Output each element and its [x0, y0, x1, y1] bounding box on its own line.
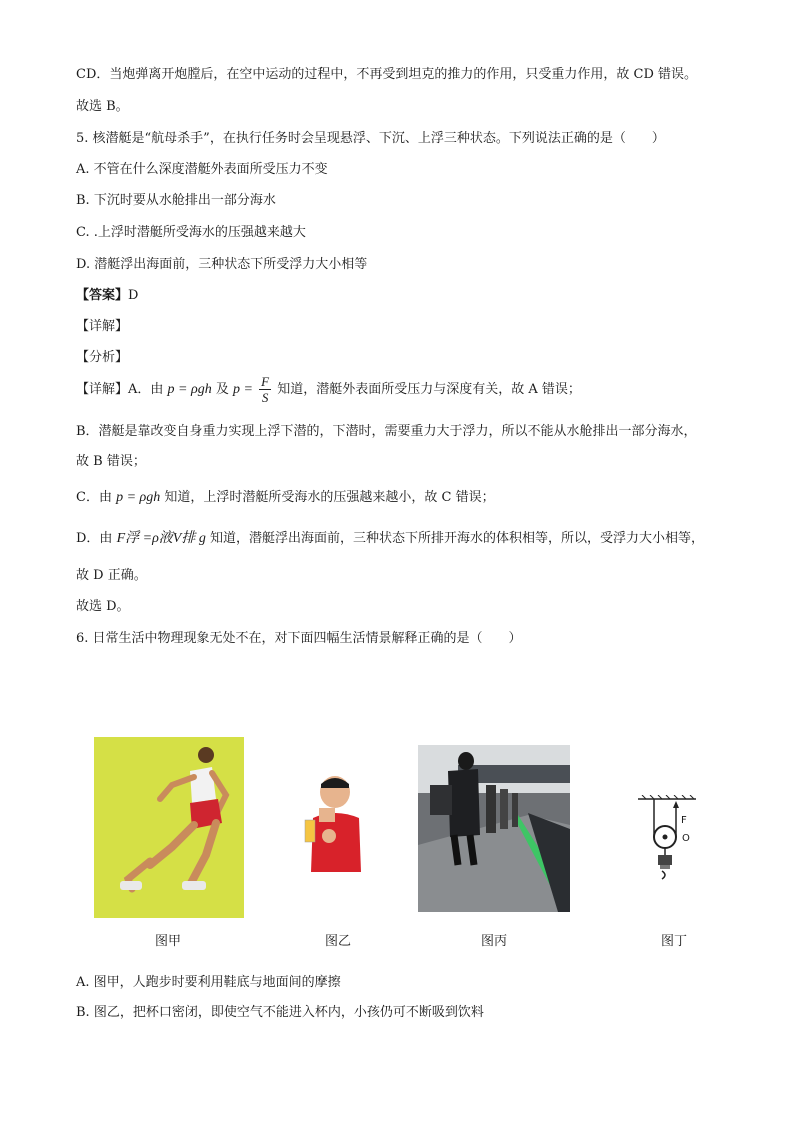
detail-a-mid: 及: [215, 382, 229, 397]
option-5b: B. 下沉时要从水舱排出一部分海水: [76, 193, 276, 208]
formula-pressure-c: p = ρgh: [116, 490, 161, 505]
question-6: 6. 日常生活中物理现象无处不在，对下面四幅生活情景解释正确的是（ ）: [76, 631, 522, 646]
detail-c-post: 知道，上浮时潜艇所受海水的压强越来越小，故 C 错误；: [164, 490, 495, 505]
formula-fraction: [259, 374, 271, 405]
detail-line-b: B．潜艇是靠改变自身重力实现上浮下潜的，下潜时，需要重力大于浮力，所以不能从水舱排出一部分海水，: [76, 424, 697, 439]
fraction-numerator: F: [261, 374, 270, 389]
detail-a-post: 知道，潜艇外表面所受压力与深度有关，故 A 错误；: [277, 382, 581, 397]
option-5d: D. 潜艇浮出海面前，三种状态下所受浮力大小相等: [76, 257, 368, 272]
option-6b: B. 图乙，把杯口密闭，即使空气不能进入杯内，小孩仍可不断吸到饮料: [76, 1005, 484, 1020]
option-5c: C. .上浮时潜艇所受海水的压强越来越大: [76, 225, 306, 240]
detail-line-d: [76, 530, 704, 548]
answer-label: 【答案】: [76, 288, 129, 303]
fraction-denominator: S: [261, 390, 269, 405]
figure-jia-runner: [94, 737, 244, 918]
text-line-cd: CD．当炮弹离开炮膛后，在空中运动的过程中，不再受到坦克的推力的作用，只受重力作用，故 CD 错误。: [76, 67, 698, 82]
formula-p-lhs: p =: [233, 382, 253, 397]
caption-yi: 图乙: [324, 934, 351, 949]
figure-yi-child: [299, 772, 365, 872]
caption-jia: 图甲: [154, 934, 181, 949]
platform-photo: [418, 745, 570, 912]
detail-line-c: [76, 489, 495, 507]
figure-ding-pulley: [636, 795, 700, 885]
detail-select-d: 故选 D。: [76, 599, 130, 614]
caption-bing: 图丙: [480, 934, 507, 949]
text-line-select-b: 故选 B。: [76, 99, 129, 114]
detail-line-d2: 故 D 正确。: [76, 568, 147, 583]
pulley-center-label: O: [682, 833, 690, 844]
formula-pressure: p = ρgh: [167, 382, 212, 397]
option-6a: A. 图甲，人跑步时要利用鞋底与地面间的摩擦: [76, 975, 341, 990]
formula-buoyancy: F浮 =ρ液V排 g: [116, 531, 206, 546]
detail-c-prefix: C．由: [76, 490, 112, 505]
answer-value: D: [128, 288, 139, 303]
child-illustration: [299, 772, 365, 872]
detail-d-post: 知道，潜艇浮出海面前，三种状态下所排开海水的体积相等，所以，受浮力大小相等，: [210, 531, 705, 546]
detail-label: 【详解】: [76, 319, 129, 334]
caption-ding: 图丁: [660, 934, 687, 949]
detail-d-prefix: D．由: [76, 531, 113, 546]
figure-bing-platform: [418, 745, 570, 912]
pulley-force-label: F: [681, 815, 687, 826]
runner-illustration: [94, 737, 244, 918]
analysis-label: 【分析】: [76, 350, 129, 365]
detail-line-b2: 故 B 错误；: [76, 454, 146, 469]
detail-a-prefix: 【详解】A．由: [76, 382, 164, 397]
detail-line-a: [76, 374, 581, 405]
pulley-diagram: [636, 795, 700, 885]
question-5: 5. 核潜艇是“航母杀手”，在执行任务时会呈现悬浮、下沉、上浮三种状态。下列说法正确的是（ ）: [76, 131, 665, 146]
answer-line: [76, 287, 138, 305]
option-5a: A. 不管在什么深度潜艇外表面所受压力不变: [76, 162, 328, 177]
